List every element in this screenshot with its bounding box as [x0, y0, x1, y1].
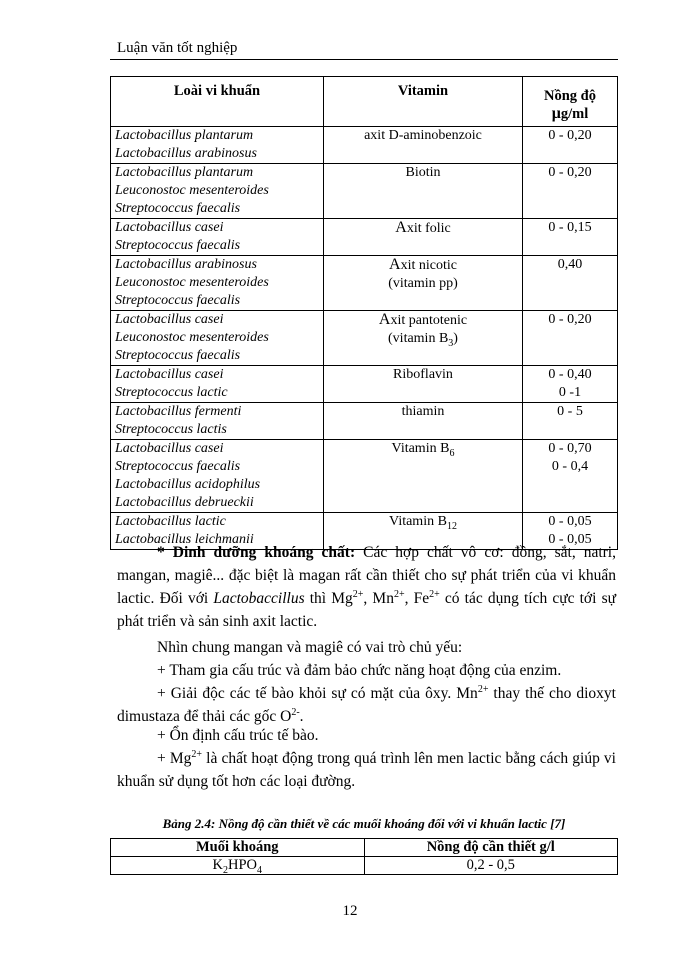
page-number: 12 [342, 903, 358, 919]
concentration-cell: 0,40 [523, 256, 618, 311]
vitamin-cell: Axit folic [324, 219, 523, 256]
table-header-row [111, 839, 618, 857]
table-header-row [111, 77, 618, 127]
col-header-species: Loài vi khuẩn [111, 77, 324, 127]
vitamin-cell: Axit nicotic (vitamin pp) [324, 256, 523, 311]
col-header-salt: Muối khoáng [111, 839, 365, 857]
species-cell: Lactobacillus plantarum Lactobacillus arabinosus [111, 127, 324, 164]
species-cell: Lactobacillus casei Streptococcus faecalis Lactobacillus acidophilus Lactobacillus debrueckii [111, 440, 324, 513]
table-row [111, 440, 618, 513]
col-header-required-concentration: Nồng độ cần thiết g/l [364, 839, 618, 857]
concentration-cell: 0 - 0,05 0 - 0,05 [523, 513, 618, 550]
vitamin-cell: axit D-aminobenzoic [324, 127, 523, 164]
concentration-cell: 0 - 0,20 [523, 311, 618, 366]
species-cell: Lactobacillus plantarum Leuconostoc mesenteroides Streptococcus faecalis [111, 164, 324, 219]
concentration-cell: 0 - 0,20 [523, 127, 618, 164]
concentration-cell: 0 - 0,40 0 -1 [523, 366, 618, 403]
table-row [111, 857, 618, 875]
species-cell: Lactobacillus lactic Lactobacillus leichmanii [111, 513, 324, 550]
vitamin-cell: Axit pantotenic (vitamin $B_3$) [324, 311, 523, 366]
header-rule [110, 59, 618, 60]
list-item: + $Mg^{2+}$ là chất hoạt động trong quá trình lên men lactic bằng cách giúp vi khuẩn sử dụng tốt hơn các loại đường. [117, 748, 616, 790]
col-header-vitamin: Vitamin [324, 77, 523, 127]
vitamin-cell: Vitamin $B_{12}$ [324, 513, 523, 550]
vitamin-cell: Vitamin $B_6$ [324, 440, 523, 513]
list-item: + Tham gia cấu trúc và đảm bảo chức năng hoạt động của enzim. [157, 662, 562, 679]
running-header: Luận văn tốt nghiệp [117, 40, 238, 56]
table-row [111, 256, 618, 311]
species-cell: Lactobacillus casei Leuconostoc mesenteroides Streptococcus faecalis [111, 311, 324, 366]
vitamin-cell: thiamin [324, 403, 523, 440]
species-cell: Lactobacillus arabinosus Leuconostoc mesenteroides Streptococcus faecalis [111, 256, 324, 311]
mineral-nutrition-paragraph: * Dinh dưỡng khoáng chất: Các hợp chất vô cơ: đồng, sắt, natri, mangan, magiê... đặc biệt là magan rất cần thiết cho sự phát triển của vi khuẩn lactic. Đối với Lactobaccillus thì $Mg^{2+}$, $Mn^{2+}$, $Fe^{2+}$ có tác dụng tích cực tới sự phát triển và sản sinh axit lactic. [117, 544, 616, 630]
table-row [111, 219, 618, 256]
concentration-cell: 0 - 5 [523, 403, 618, 440]
role-intro-paragraph: Nhìn chung mangan và magiê có vai trò chủ yếu: [157, 639, 463, 656]
concentration-cell: 0 - 0,70 0 - 0,4 [523, 440, 618, 513]
species-cell: Lactobacillus fermenti Streptococcus lactis [111, 403, 324, 440]
list-item: + Giải độc các tế bào khỏi sự có mặt của ôxy. $Mn^{2+}$ thay thế cho dioxyt dimustaza để thải các gốc $O^{2-}$. [117, 683, 616, 725]
vitamin-cell: Riboflavin [324, 366, 523, 403]
table-caption: Bảng 2.4: Nồng độ cần thiết về các muối khoáng đối với vi khuẩn lactic [7] [162, 816, 566, 831]
concentration-cell: 0 - 0,20 [523, 164, 618, 219]
concentration-cell: 0,2 - 0,5 [364, 857, 618, 875]
table-row [111, 403, 618, 440]
vitamin-requirement-table [110, 76, 618, 550]
table-row [111, 366, 618, 403]
table-row [111, 311, 618, 366]
list-item: + Ổn định cấu trúc tế bào. [157, 727, 319, 744]
table-row [111, 164, 618, 219]
table-row [111, 127, 618, 164]
mineral-salt-table [110, 838, 618, 875]
concentration-cell: 0 - 0,15 [523, 219, 618, 256]
vitamin-cell: Biotin [324, 164, 523, 219]
salt-cell: $K_2HPO_4$ [111, 857, 365, 875]
col-header-concentration: Nồng độ μg/ml [523, 77, 618, 127]
species-cell: Lactobacillus casei Streptococcus lactic [111, 366, 324, 403]
species-cell: Lactobacillus casei Streptococcus faecalis [111, 219, 324, 256]
